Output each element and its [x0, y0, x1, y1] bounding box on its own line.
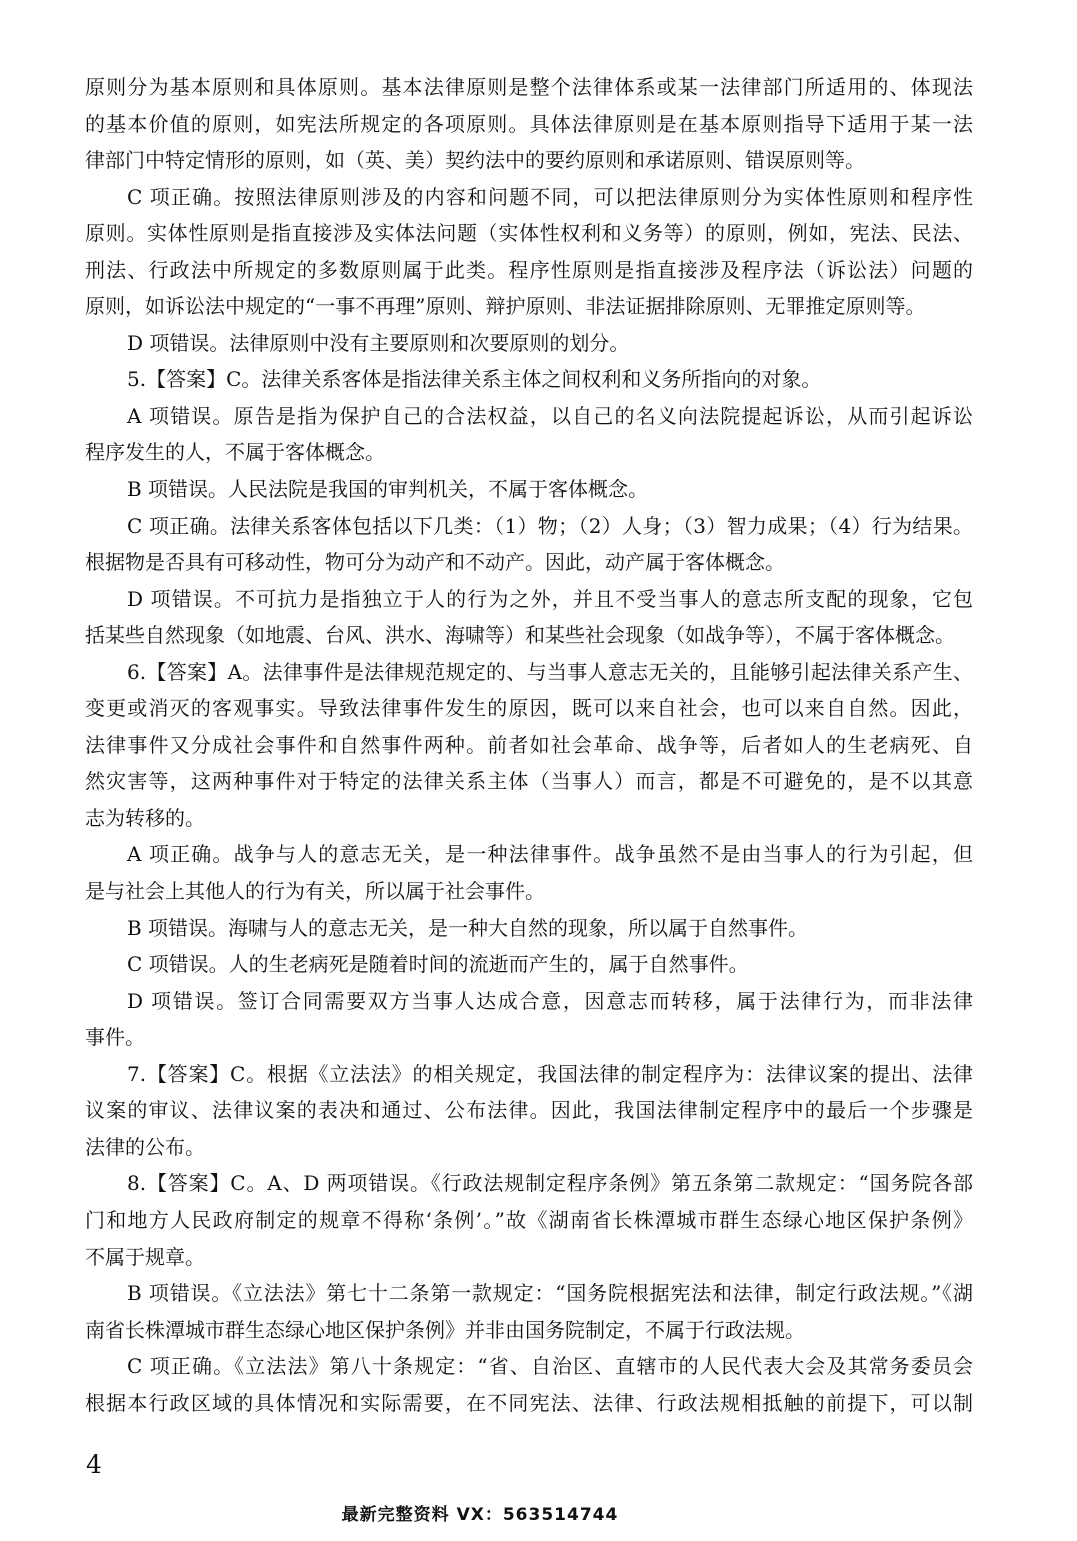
text-line: 括某些自然现象（如地震、台风、洪水、海啸等）和某些社会现象（如战争等），不属于客体概念。 [85, 623, 955, 648]
text-line: 法律事件又分成社会事件和自然事件两种。前者如社会革命、战争等，后者如人的生老病死、自 [85, 732, 973, 757]
document-body [85, 69, 973, 1421]
text-line: C 项正确。《立法法》第八十条规定：“省、自治区、直辖市的人民代表大会及其常务委员会 [127, 1354, 973, 1379]
text-line: 志为转移的。 [85, 805, 205, 830]
text-line: D 项错误。法律原则中没有主要原则和次要原则的划分。 [127, 330, 630, 355]
paragraph [85, 983, 973, 1056]
paragraph [85, 179, 973, 325]
page-number: 4 [86, 1450, 102, 1479]
text-line: D 项错误。签订合同需要双方当事人达成合意，因意志而转移，属于法律行为，而非法律 [127, 988, 973, 1013]
text-line: 5.【答案】C。法律关系客体是指法律关系主体之间权利和义务所指向的对象。 [127, 367, 822, 392]
text-line: 南省长株潭城市群生态绿心地区保护条例》并非由国务院制定，不属于行政法规。 [85, 1317, 805, 1342]
paragraph [85, 398, 973, 471]
paragraph [85, 1165, 973, 1275]
text-line: 事件。 [85, 1025, 145, 1050]
text-line: 7.【答案】C。根据《立法法》的相关规定，我国法律的制定程序为：法律议案的提出、法律 [127, 1061, 973, 1086]
paragraph [85, 946, 973, 983]
text-line: 然灾害等，这两种事件对于特定的法律关系主体（当事人）而言，都是不可避免的，是不以其意 [85, 769, 973, 794]
text-line: C 项正确。按照法律原则涉及的内容和问题不同，可以把法律原则分为实体性原则和程序性 [127, 184, 973, 209]
text-line: 门和地方人民政府制定的规章不得称‘条例’。”故《湖南省长株潭城市群生态绿心地区保护条例》 [85, 1207, 973, 1232]
paragraph [85, 69, 973, 179]
paragraph [85, 1056, 973, 1166]
paragraph [85, 1348, 973, 1421]
text-line: 刑法、行政法中所规定的多数原则属于此类。程序性原则是指直接涉及程序法（诉讼法）问题的 [85, 257, 973, 282]
paragraph [85, 325, 973, 362]
text-line: 原则，如诉讼法中规定的“一事不再理”原则、辩护原则、非法证据排除原则、无罪推定原则等。 [85, 294, 926, 319]
text-line: 不属于规章。 [85, 1244, 205, 1269]
text-line: 律部门中特定情形的原则，如（英、美）契约法中的要约原则和承诺原则、错误原则等。 [85, 148, 865, 173]
text-line: C 项错误。人的生老病死是随着时间的流逝而产生的，属于自然事件。 [127, 952, 749, 977]
text-line: 原则分为基本原则和具体原则。基本法律原则是整个法律体系或某一法律部门所适用的、体现法 [85, 75, 973, 99]
text-line: 议案的审议、法律议案的表决和通过、公布法律。因此，我国法律制定程序中的最后一个步骤是 [85, 1098, 973, 1123]
footer-watermark: 最新完整资料 VX：563514744 [341, 1505, 619, 1525]
text-line: 程序发生的人，不属于客体概念。 [85, 440, 385, 465]
text-line: 原则。实体性原则是指直接涉及实体法问题（实体性权利和义务等）的原则，例如，宪法、民法、 [85, 221, 973, 246]
paragraph [85, 361, 973, 398]
text-line: 的基本价值的原则，如宪法所规定的各项原则。具体法律原则是在基本原则指导下适用于某一法 [85, 111, 973, 136]
text-line: B 项错误。《立法法》第七十二条第一款规定：“国务院根据宪法和法律，制定行政法规。”《湖 [127, 1281, 973, 1306]
paragraph [85, 471, 973, 508]
paragraph [85, 1275, 973, 1348]
text-line: D 项错误。不可抗力是指独立于人的行为之外，并且不受当事人的意志所支配的现象，它包 [127, 586, 973, 611]
text-line: 法律的公布。 [85, 1134, 205, 1159]
text-line: 根据物是否具有可移动性，物可分为动产和不动产。因此，动产属于客体概念。 [85, 550, 785, 575]
text-line: A 项错误。原告是指为保护自己的合法权益，以自己的名义向法院提起诉讼，从而引起诉讼 [127, 403, 973, 428]
text-line: 根据本行政区域的具体情况和实际需要，在不同宪法、法律、行政法规相抵触的前提下，可以制 [85, 1390, 973, 1415]
text-line: B 项错误。人民法院是我国的审判机关，不属于客体概念。 [127, 477, 649, 502]
paragraph [85, 836, 973, 909]
paragraph [85, 910, 973, 947]
text-line: 8.【答案】C。A、D 两项错误。《行政法规制定程序条例》第五条第二款规定：“国务院各部 [127, 1171, 973, 1196]
paragraph [85, 508, 973, 581]
text-line: B 项错误。海啸与人的意志无关，是一种大自然的现象，所以属于自然事件。 [127, 915, 809, 940]
text-line: 是与社会上其他人的行为有关，所以属于社会事件。 [85, 879, 545, 904]
paragraph [85, 654, 973, 837]
text-line: 6.【答案】A。法律事件是法律规范规定的、与当事人意志无关的，且能够引起法律关系产生、 [127, 659, 973, 684]
text-line: C 项正确。法律关系客体包括以下几类：（1）物；（2）人身；（3）智力成果；（4）行为结果。 [127, 513, 973, 538]
text-line: 变更或消灭的客观事实。导致法律事件发生的原因，既可以来自社会，也可以来自自然。因此， [85, 696, 973, 721]
paragraph [85, 581, 973, 654]
text-line: A 项正确。战争与人的意志无关，是一种法律事件。战争虽然不是由当事人的行为引起，但 [127, 842, 973, 867]
